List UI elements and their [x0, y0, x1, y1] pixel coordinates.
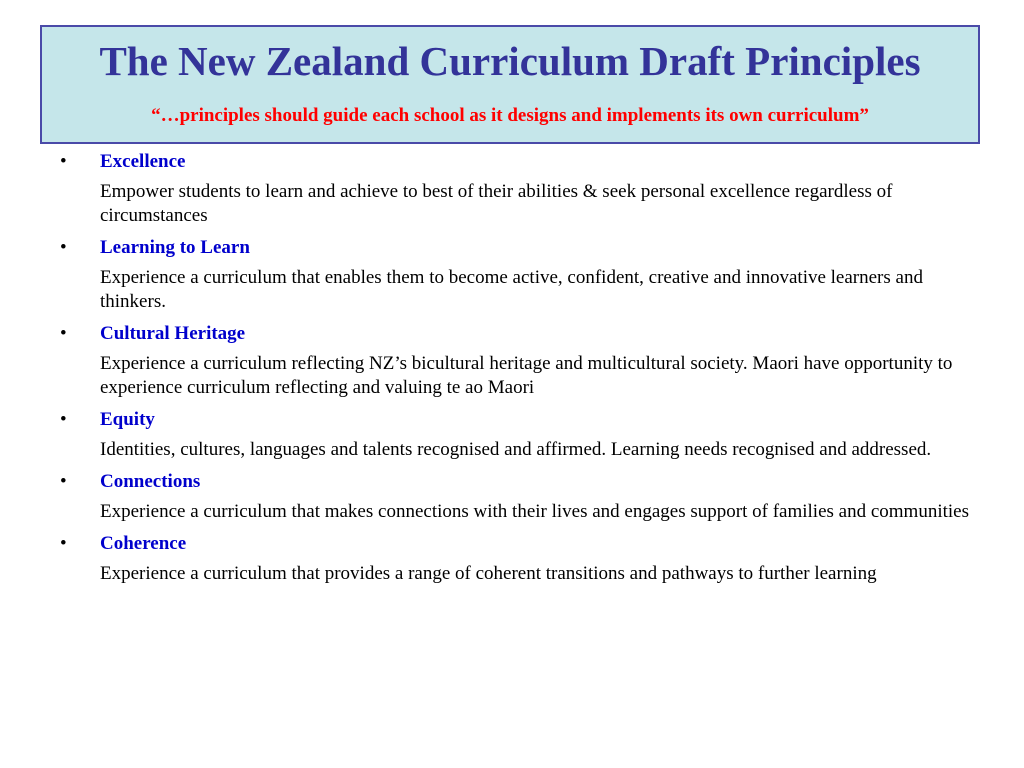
- bullet-icon: •: [60, 409, 67, 430]
- slide-subtitle-quote: “…principles should guide each school as it designs and implements its own curriculum”: [151, 105, 869, 126]
- principle-item-coherence: [0, 532, 1024, 586]
- principle-item-cultural-heritage: [0, 322, 1024, 400]
- principle-item-equity: [0, 408, 1024, 462]
- principle-item-connections: [0, 470, 1024, 524]
- principle-description: Identities, cultures, languages and talents recognised and affirmed. Learning needs recognised and addressed.: [100, 439, 932, 460]
- principle-name: Learning to Learn: [100, 237, 250, 258]
- principle-description: Empower students to learn and achieve to best of their abilities & seek personal excellence regardless of circumstances: [100, 181, 893, 226]
- bullet-icon: •: [60, 151, 67, 172]
- principle-description: Experience a curriculum that enables them to become active, confident, creative and innovative learners and thinkers.: [100, 267, 923, 312]
- bullet-icon: •: [60, 471, 67, 492]
- principle-name: Cultural Heritage: [100, 323, 246, 344]
- principle-description: Experience a curriculum reflecting NZ’s bicultural heritage and multicultural society. Maori have opportunity to experience curriculum reflecting and valuing te ao Maori: [100, 353, 953, 398]
- bullet-icon: •: [60, 237, 67, 258]
- principle-name: Excellence: [100, 151, 186, 172]
- principle-item-excellence: [0, 150, 1024, 228]
- principle-name: Equity: [100, 409, 155, 430]
- title-banner: [40, 25, 980, 144]
- principle-name: Connections: [100, 471, 201, 492]
- principle-description: Experience a curriculum that makes connections with their lives and engages support of families and communities: [100, 501, 969, 522]
- principle-description: Experience a curriculum that provides a range of coherent transitions and pathways to further learning: [100, 563, 877, 584]
- bullet-icon: •: [60, 323, 67, 344]
- bullet-icon: •: [60, 533, 67, 554]
- principles-list: [0, 150, 1024, 594]
- principle-name: Coherence: [100, 533, 187, 554]
- principle-item-learning-to-learn: [0, 236, 1024, 314]
- slide-title: The New Zealand Curriculum Draft Principles: [99, 38, 921, 84]
